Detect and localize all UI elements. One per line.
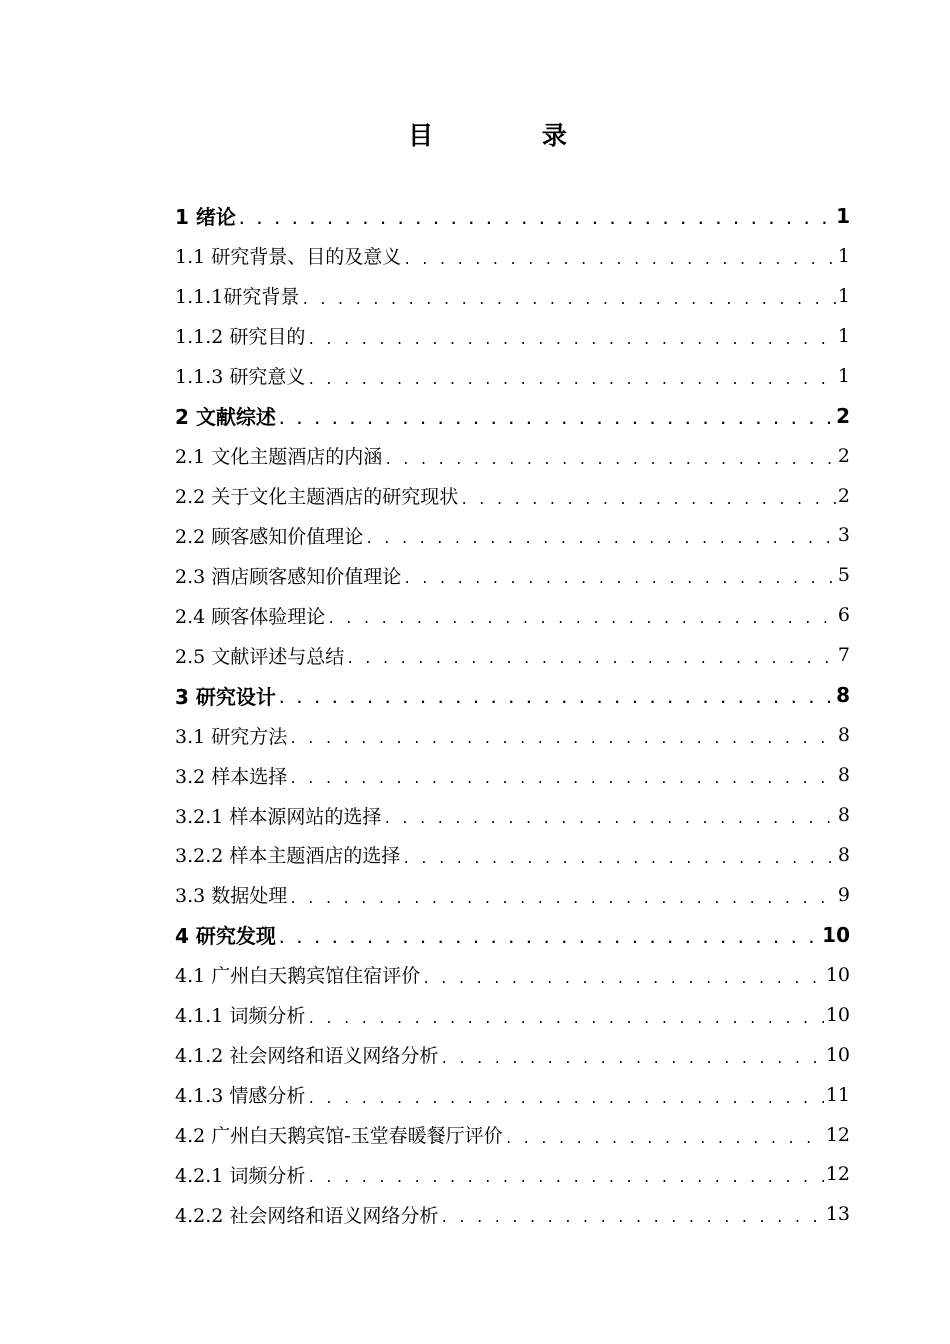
dot-leader xyxy=(383,815,836,825)
toc-entry-label: 1 绪论 xyxy=(175,205,236,230)
toc-entry-page-number: 12 xyxy=(825,1123,850,1146)
toc-entry-page-number: 10 xyxy=(825,963,850,986)
toc-entry-page-number: 1 xyxy=(836,203,850,228)
dot-leader xyxy=(365,535,836,545)
toc-entry-label: 1.1.1研究背景 xyxy=(175,286,300,309)
toc-entry[interactable] xyxy=(175,1194,850,1234)
dot-leader xyxy=(289,895,836,905)
dot-leader xyxy=(307,1015,823,1025)
toc-entry-label: 4 研究发现 xyxy=(175,924,276,949)
toc-entry[interactable] xyxy=(175,555,850,595)
toc-entry[interactable] xyxy=(175,1115,850,1155)
toc-entry-label: 2.1 文化主题酒店的内涵 xyxy=(175,446,383,469)
dot-leader xyxy=(440,1214,823,1224)
toc-entry-page-number: 8 xyxy=(837,804,850,827)
dot-leader xyxy=(278,416,834,426)
table-of-contents xyxy=(175,196,850,1234)
dot-leader xyxy=(440,1055,823,1065)
toc-entry[interactable] xyxy=(175,196,850,236)
toc-entry[interactable] xyxy=(175,675,850,715)
dot-leader xyxy=(384,456,836,466)
toc-entry-page-number: 10 xyxy=(825,1003,850,1026)
toc-entry-page-number: 3 xyxy=(837,524,850,547)
toc-entry-page-number: 9 xyxy=(837,883,850,906)
toc-entry-label: 2.5 文献评述与总结 xyxy=(175,645,345,668)
toc-entry-page-number: 7 xyxy=(837,644,850,667)
toc-entry-label: 2 文献综述 xyxy=(175,405,276,430)
toc-entry-label: 3 研究设计 xyxy=(175,684,276,709)
toc-entry-label: 4.1.3 情感分析 xyxy=(175,1085,306,1108)
toc-entry-label: 4.1.1 词频分析 xyxy=(175,1005,306,1028)
toc-entry[interactable] xyxy=(175,236,850,276)
toc-entry-page-number: 1 xyxy=(837,324,850,347)
toc-entry-page-number: 8 xyxy=(837,724,850,747)
toc-entry-page-number: 1 xyxy=(837,364,850,387)
toc-entry[interactable] xyxy=(175,1155,850,1195)
toc-entry-label: 3.2 样本选择 xyxy=(175,765,288,788)
dot-leader xyxy=(422,975,824,985)
toc-entry-label: 1.1 研究背景、目的及意义 xyxy=(175,246,402,269)
toc-entry-label: 2.4 顾客体验理论 xyxy=(175,605,326,628)
toc-entry[interactable] xyxy=(175,835,850,875)
toc-entry-page-number: 10 xyxy=(822,922,850,947)
dot-leader xyxy=(307,376,836,386)
toc-entry-page-number: 1 xyxy=(837,244,850,267)
toc-entry-page-number: 2 xyxy=(837,484,850,507)
toc-entry[interactable] xyxy=(175,595,850,635)
dot-leader xyxy=(301,296,836,306)
toc-entry-label: 4.2.2 社会网络和语义网络分析 xyxy=(175,1204,439,1227)
toc-entry[interactable] xyxy=(175,715,850,755)
dot-leader xyxy=(403,256,836,266)
toc-entry[interactable] xyxy=(175,516,850,556)
toc-entry[interactable] xyxy=(175,995,850,1035)
dot-leader xyxy=(289,735,836,745)
toc-entry[interactable] xyxy=(175,795,850,835)
toc-entry[interactable] xyxy=(175,955,850,995)
toc-entry-label: 1.1.2 研究目的 xyxy=(175,326,306,349)
toc-entry[interactable] xyxy=(175,356,850,396)
toc-entry-label: 3.3 数据处理 xyxy=(175,885,288,908)
toc-entry-page-number: 13 xyxy=(825,1203,850,1226)
toc-entry-label: 3.1 研究方法 xyxy=(175,725,288,748)
dot-leader xyxy=(460,496,836,506)
toc-entry-page-number: 2 xyxy=(836,403,850,428)
toc-entry-page-number: 11 xyxy=(825,1083,850,1106)
toc-entry[interactable] xyxy=(175,316,850,356)
toc-entry-label: 2.3 酒店顾客感知价值理论 xyxy=(175,565,402,588)
toc-entry-label: 3.2.1 样本源网站的选择 xyxy=(175,805,382,828)
toc-entry[interactable] xyxy=(175,635,850,675)
dot-leader xyxy=(327,615,836,625)
toc-entry-page-number: 10 xyxy=(825,1043,850,1066)
toc-entry-label: 4.2 广州白天鹅宾馆-玉堂春暖餐厅评价 xyxy=(175,1125,503,1148)
dot-leader xyxy=(238,216,834,226)
toc-entry[interactable] xyxy=(175,276,850,316)
toc-entry-page-number: 12 xyxy=(825,1163,850,1186)
toc-entry-page-number: 2 xyxy=(837,444,850,467)
dot-leader xyxy=(505,1135,824,1145)
toc-entry-page-number: 8 xyxy=(837,764,850,787)
toc-entry-label: 4.1 广州白天鹅宾馆住宿评价 xyxy=(175,965,421,988)
toc-entry-label: 2.2 顾客感知价值理论 xyxy=(175,525,364,548)
toc-entry-label: 1.1.3 研究意义 xyxy=(175,366,306,389)
toc-entry[interactable] xyxy=(175,755,850,795)
dot-leader xyxy=(346,655,836,665)
dot-leader xyxy=(278,695,834,705)
dot-leader xyxy=(307,1174,823,1184)
toc-entry[interactable] xyxy=(175,1075,850,1115)
toc-entry[interactable] xyxy=(175,396,850,436)
toc-entry[interactable] xyxy=(175,875,850,915)
toc-entry-page-number: 8 xyxy=(837,843,850,866)
dot-leader xyxy=(403,575,836,585)
dot-leader xyxy=(278,935,820,945)
toc-entry-label: 2.2 关于文化主题酒店的研究现状 xyxy=(175,486,459,509)
toc-entry-page-number: 5 xyxy=(837,564,850,587)
toc-entry-page-number: 6 xyxy=(837,604,850,627)
toc-entry-label: 4.1.2 社会网络和语义网络分析 xyxy=(175,1045,439,1068)
toc-entry[interactable] xyxy=(175,915,850,955)
dot-leader xyxy=(289,775,836,785)
dot-leader xyxy=(402,855,836,865)
toc-entry-label: 3.2.2 样本主题酒店的选择 xyxy=(175,845,401,868)
toc-title: 目 录 xyxy=(408,121,617,150)
toc-entry[interactable] xyxy=(175,1035,850,1075)
toc-entry-label: 4.2.1 词频分析 xyxy=(175,1164,306,1187)
dot-leader xyxy=(307,1095,823,1105)
dot-leader xyxy=(307,336,836,346)
toc-entry-page-number: 1 xyxy=(837,284,850,307)
toc-entry-page-number: 8 xyxy=(836,683,850,708)
toc-entry[interactable] xyxy=(175,476,850,516)
toc-entry[interactable] xyxy=(175,436,850,476)
